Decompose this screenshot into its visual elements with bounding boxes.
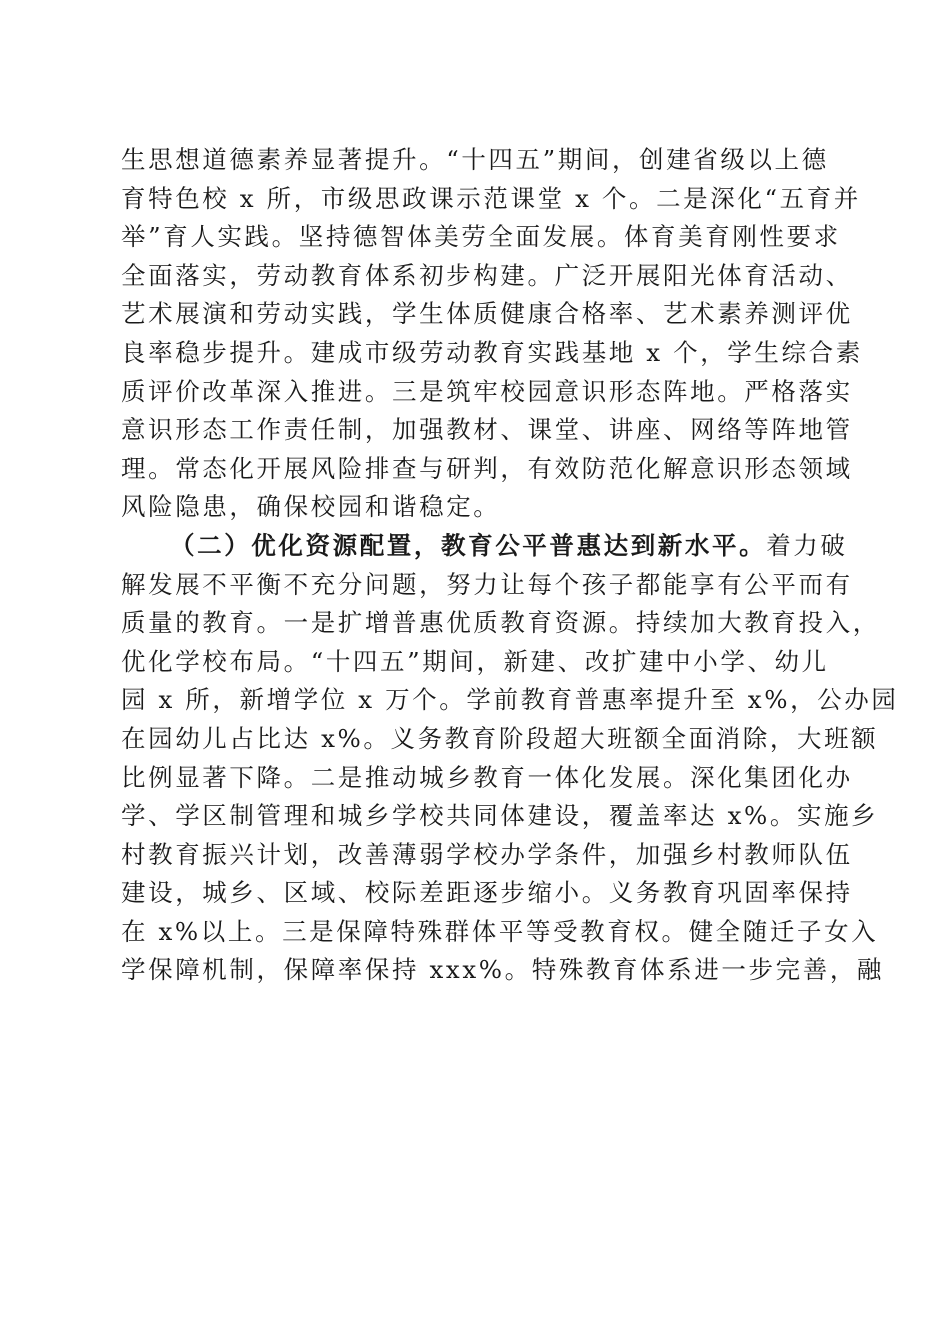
text-line: 在 x%以上。三是保障特殊群体平等受教育权。健全随迁子女入	[121, 916, 879, 946]
text-line: 比例显著下降。二是推动城乡教育一体化发展。深化集团化办	[121, 762, 853, 792]
text-line: 建设，城乡、区域、校际差距逐步缩小。义务教育巩固率保持	[121, 878, 853, 908]
text-line: 意识形态工作责任制，加强教材、课堂、讲座、网络等阵地管	[121, 415, 853, 445]
section-first-line-rest: 着力破	[766, 530, 848, 560]
text-line: 质量的教育。一是扩增普惠优质教育资源。持续加大教育投入，	[121, 608, 880, 638]
text-line: 风险隐患，确保校园和谐稳定。	[121, 492, 501, 522]
text-line: 学、学区制管理和城乡学校共同体建设，覆盖率达 x%。实施乡	[121, 801, 879, 831]
text-line: 举”育人实践。坚持德智体美劳全面发展。体育美育刚性要求	[121, 222, 841, 252]
text-line: 学保障机制，保障率保持 xxx%。特殊教育体系进一步完善，融	[121, 955, 885, 985]
text-line: 理。常态化开展风险排查与研判，有效防范化解意识形态领域	[121, 453, 853, 483]
section-heading: （二）优化资源配置，教育公平普惠达到新水平。	[170, 530, 767, 560]
section-heading-line	[121, 527, 848, 566]
text-line: 村教育振兴计划，改善薄弱学校办学条件，加强乡村教师队伍	[121, 839, 853, 869]
text-line: 生思想道德素养显著提升。“十四五”期间，创建省级以上德	[121, 145, 829, 174]
text-line: 质评价改革深入推进。三是筑牢校园意识形态阵地。严格落实	[121, 376, 853, 406]
text-line: 艺术展演和劳动实践，学生体质健康合格率、艺术素养测评优	[121, 299, 853, 329]
text-line: 解发展不平衡不充分问题，努力让每个孩子都能享有公平而有	[121, 569, 853, 599]
text-line: 优化学校布局。“十四五”期间，新建、改扩建中小学、幼儿	[121, 646, 829, 676]
text-line: 园 x 所，新增学位 x 万个。学前教育普惠率提升至 x%，公办园	[121, 685, 899, 715]
body-text	[121, 141, 899, 990]
text-line: 良率稳步提升。建成市级劳动教育实践基地 x 个，学生综合素	[121, 337, 863, 367]
text-line: 育特色校 x 所，市级思政课示范课堂 x 个。二是深化“五育并	[121, 183, 861, 213]
text-line: 全面落实，劳动教育体系初步构建。广泛开展阳光体育活动、	[121, 260, 853, 290]
text-line: 在园幼儿占比达 x%。义务教育阶段超大班额全面消除，大班额	[121, 723, 879, 753]
